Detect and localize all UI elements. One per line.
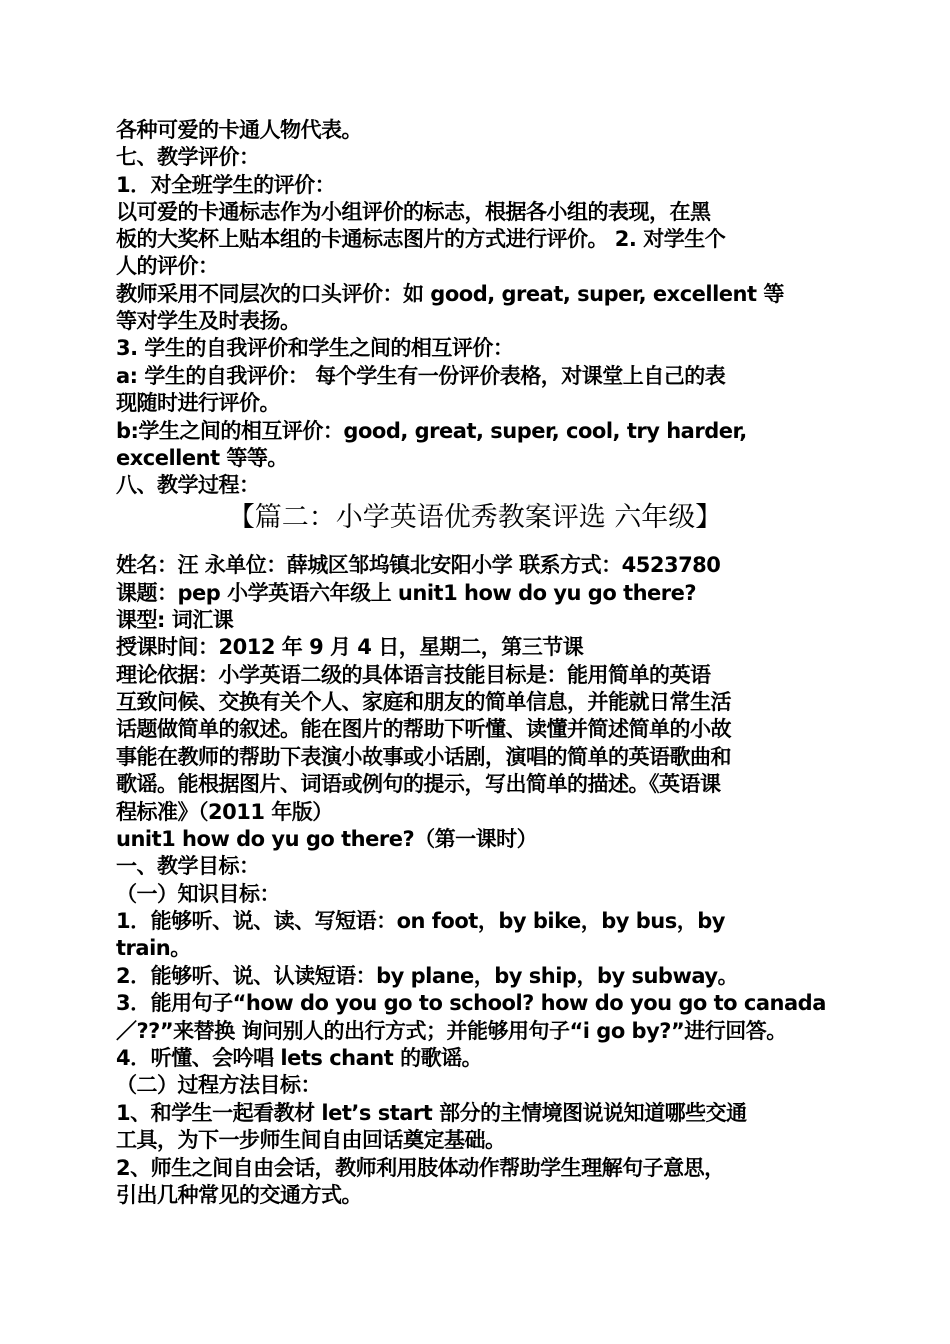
text-line: 3. 学生的自我评价和学生之间的相互评价： <box>116 336 514 360</box>
text-line: 2、师生之间自由会话，教师利用肢体动作帮助学生理解句子意思， <box>116 1156 725 1180</box>
text-line: 2．能够听、说、认读短语：by plane，by ship，by subway。 <box>116 964 739 988</box>
text-line: b:学生之间的相互评价：good, great, super, cool, try harder, <box>116 419 747 443</box>
text-line: （一）知识目标： <box>116 882 280 906</box>
text-line: 1、和学生一起看教材 let’s start 部分的主情境图说说知道哪些交通 <box>116 1101 747 1125</box>
text-line: （二）过程方法目标： <box>116 1073 321 1097</box>
text-line: 1．能够听、说、读、写短语：on foot，by bike，by bus，by <box>116 909 725 933</box>
text-line: 以可爱的卡通标志作为小组评价的标志，根据各小组的表现，在黑 <box>116 200 711 224</box>
text-line: train。 <box>116 936 191 960</box>
section-title: 【篇二：小学英语优秀教案评选 六年级】 <box>227 502 723 533</box>
text-line: 授课时间：2012 年 9 月 4 日，星期二，第三节课 <box>116 635 584 659</box>
text-line: unit1 how do yu go there?（第一课时） <box>116 827 538 851</box>
text-line: 话题做简单的叙述。能在图片的帮助下听懂、读懂并简述简单的小故 <box>116 717 731 741</box>
text-line: 课题：pep 小学英语六年级上 unit1 how do yu go there? <box>116 581 697 605</box>
text-line: 工具，为下一步师生间自由回话奠定基础。 <box>116 1128 506 1152</box>
text-line: 3．能用句子“how do you go to school? how do you go to canada <box>116 991 826 1015</box>
text-line: 1．对全班学生的评价： <box>116 173 336 197</box>
text-line: 理论依据：小学英语二级的具体语言技能目标是：能用简单的英语 <box>116 663 711 687</box>
text-line: 姓名：汪 永单位：薛城区邹坞镇北安阳小学 联系方式：4523780 <box>116 553 721 577</box>
text-line: 教师采用不同层次的口头评价：如 good, great, super, excellent 等 <box>116 282 784 306</box>
text-line: 程标准》（2011 年版） <box>116 800 333 824</box>
text-line: 各种可爱的卡通人物代表。 <box>116 118 362 142</box>
text-line: 人的评价： <box>116 254 219 278</box>
text-line: a: 学生的自我评价： 每个学生有一份评价表格，对课堂上自己的表 <box>116 364 726 388</box>
text-line: ／??”来替换 询问别人的出行方式；并能够用句子“i go by?”进行回答。 <box>116 1019 787 1043</box>
text-line: 七、教学评价： <box>116 145 260 169</box>
text-line: 引出几种常见的交通方式。 <box>116 1183 362 1207</box>
text-line: 互致问候、交换有关个人、家庭和朋友的简单信息，并能就日常生活 <box>116 690 731 714</box>
text-line: 歌谣。能根据图片、词语或例句的提示，写出简单的描述。《英语课 <box>116 772 721 796</box>
text-line: 课型: 词汇课 <box>116 608 234 632</box>
text-line: 事能在教师的帮助下表演小故事或小话剧，演唱的简单的英语歌曲和 <box>116 745 731 769</box>
text-line: 八、教学过程： <box>116 473 260 497</box>
text-line: 4．听懂、会吟唱 lets chant 的歌谣。 <box>116 1046 483 1070</box>
text-line: 现随时进行评价。 <box>116 391 280 415</box>
text-line: excellent 等等。 <box>116 446 288 470</box>
text-line: 等对学生及时表扬。 <box>116 309 301 333</box>
text-line: 板的大奖杯上贴本组的卡通标志图片的方式进行评价。 2. 对学生个 <box>116 227 726 251</box>
text-line: 一、教学目标： <box>116 854 260 878</box>
